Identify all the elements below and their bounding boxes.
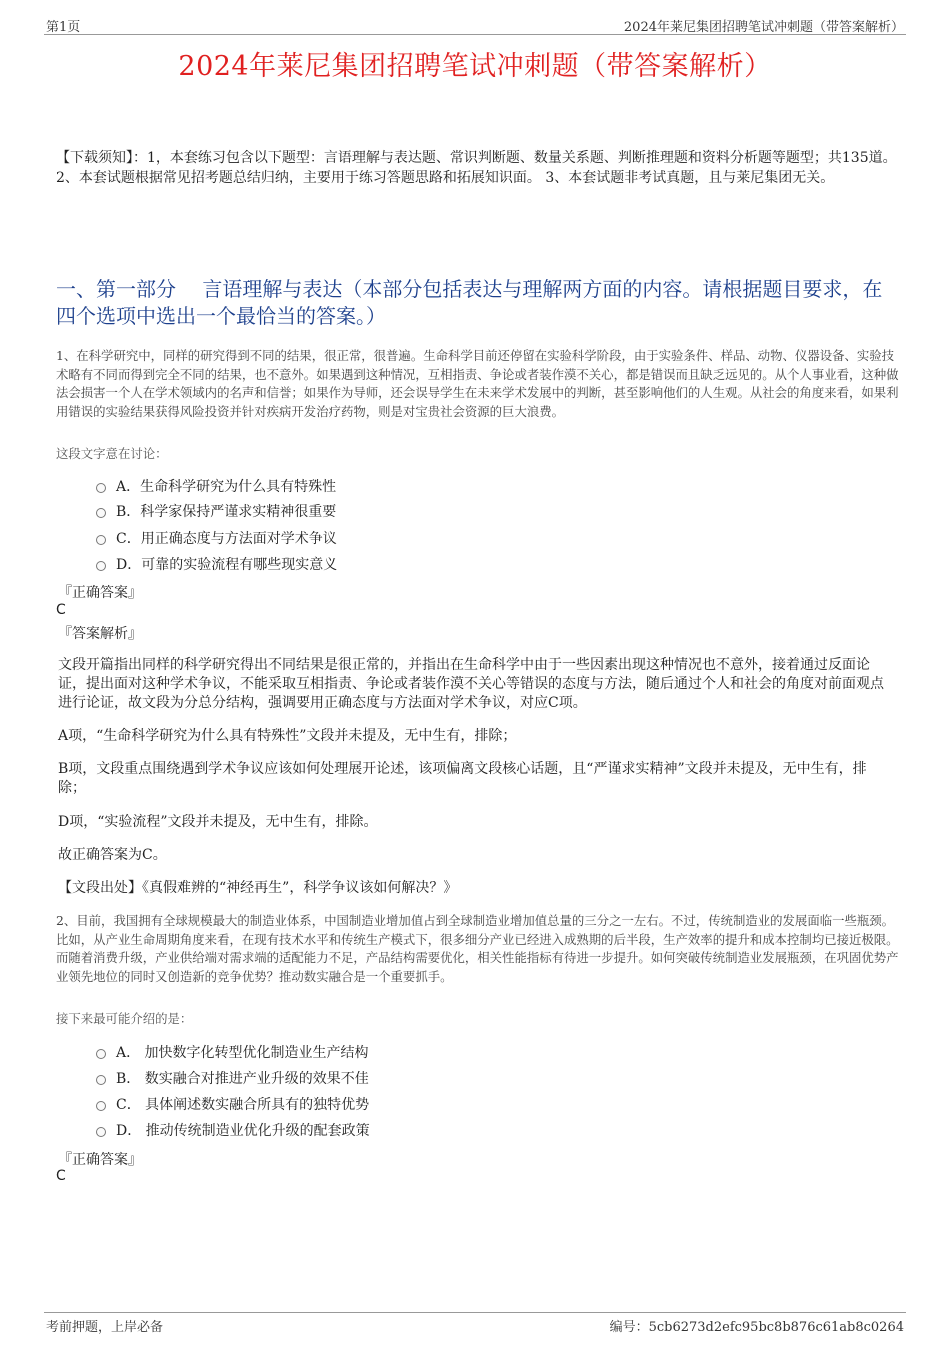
radio-icon[interactable] [96,483,106,493]
page-header [44,14,906,35]
q1-option-a[interactable] [96,475,336,497]
q1-answer-label: 『正确答案』 [58,585,142,601]
footer-slogan: 考前押题，上岸必备 [46,1320,164,1335]
q2-option-a[interactable] [96,1041,369,1063]
option-label: C． 具体阐述数实融合所具有的独特优势 [116,1097,370,1113]
radio-icon[interactable] [96,1049,106,1059]
q2-option-c[interactable] [96,1093,369,1115]
option-label: A． 加快数字化转型优化制造业生产结构 [116,1045,369,1061]
q2-option-d[interactable] [96,1119,370,1141]
section-heading: 一、第一部分 言语理解与表达（本部分包括表达与理解两方面的内容。请根据题目要求，在四个选项中选出一个最恰当的答案。） [56,277,883,328]
option-label: C．用正确态度与方法面对学术争议 [116,531,337,547]
radio-icon[interactable] [96,1101,106,1111]
q2-answer-label: 『正确答案』 [58,1152,142,1168]
q1-analysis-paragraph: 文段开篇指出同样的科学研究得出不同结果是很正常的，并指出在生命科学中由于一些因素出现这种情况也不意外，接着通过反面论证，提出面对这种学术争议，不能采取互相指责、争论或者装作漠不关心等错误的态度与方法，随后通过个人和社会的角度对前面观点进行论证，故文段为分总分结构，强调要用正确态度与方法面对学术争议，对应C项。 [58,657,884,711]
radio-icon[interactable] [96,535,106,545]
q2-answer: C [56,1168,66,1184]
option-label: B．科学家保持严谨求实精神很重要 [116,504,337,520]
page-footer [44,1312,906,1335]
q1-analysis-label: 『答案解析』 [58,626,142,642]
option-label: D． 推动传统制造业优化升级的配套政策 [116,1123,370,1139]
radio-icon[interactable] [96,561,106,571]
q1-analysis-option-b: B项，文段重点围绕遇到学术争议应该如何处理展开论述，该项偏离文段核心话题，且“严谨求实精神”文段并未提及，无中生有，排除； [58,761,867,796]
q1-analysis-option-d: D项，“实验流程”文段并未提及，无中生有，排除。 [58,814,378,830]
question-1-prompt: 这段文字意在讨论： [56,446,168,461]
radio-icon[interactable] [96,1127,106,1137]
header-doc-title: 2024年莱尼集团招聘笔试冲刺题（带答案解析） [623,20,904,35]
question-1-text: 1、在科学研究中，同样的研究得到不同的结果，很正常，很普遍。生命科学目前还停留在实验科学阶段，由于实验条件、样品、动物、仪器设备、实验技术略有不同而得到完全不同的结果，也不意外。如果遇到这种情况，互相指责、争论或者装作漠不关心，都是错误而且缺乏远见的。从个人事业看，这种做法会损害一个人在学术领域内的名声和信誉；如果作为导师，还会误导学生在未来学术发展中的判断，甚至影响他们的人生观。从社会的角度来看，如果利用错误的实验结果获得风险投资并针对疾病开发治疗药物，则是对宝贵社会资源的巨大浪费。 [56,348,899,419]
option-label: A．生命科学研究为什么具有特殊性 [116,479,337,495]
page-number: 第1页 [46,20,81,35]
radio-icon[interactable] [96,1075,106,1085]
q1-option-c[interactable] [96,527,337,549]
document-title: 2024年莱尼集团招聘笔试冲刺题（带答案解析） [178,51,772,82]
footer-doc-id: 编号：5cb6273d2efc95bc8b876c61ab8c0264 [609,1320,904,1335]
q1-analysis-conclusion: 故正确答案为C。 [58,847,167,863]
q1-answer: C [56,602,66,618]
q1-source: 【文段出处】《真假难辨的“神经再生”，科学争议该如何解决？》 [58,880,458,896]
option-label: B． 数实融合对推进产业升级的效果不佳 [116,1071,369,1087]
q1-option-d[interactable] [96,553,337,575]
question-2-prompt: 接下来最可能介绍的是： [56,1011,193,1026]
question-2-text: 2、目前，我国拥有全球规模最大的制造业体系，中国制造业增加值占到全球制造业增加值总量的三分之一左右。不过，传统制造业的发展面临一些瓶颈。比如，从产业生命周期角度来看，在现有技术水平和传统生产模式下，很多细分产业已经进入成熟期的后半段，生产效率的提升和成本控制均已接近极限。而随着消费升级，产业供给端对需求端的适配能力不足，产品结构需要优化，相关性能指标有待进一步提升。如何突破传统制造业发展瓶颈，在巩固优势产业领先地位的同时又创造新的竞争优势？推动数实融合是一个重要抓手。 [56,913,899,984]
radio-icon[interactable] [96,508,106,518]
q2-option-b[interactable] [96,1067,369,1089]
q1-analysis-option-a: A项，“生命科学研究为什么具有特殊性”文段并未提及，无中生有，排除； [58,728,517,744]
q1-option-b[interactable] [96,500,336,522]
download-notice: 【下载须知】：1，本套练习包含以下题型：言语理解与表达题、常识判断题、数量关系题、判断推理题和资料分析题等题型；共135道。 2、本套试题根据常见招考题总结归纳，主要用于练习答题思路和拓展知识面。 3、本套试题非考试真题，且与莱尼集团无关。 [56,150,897,186]
option-label: D．可靠的实验流程有哪些现实意义 [116,557,338,573]
